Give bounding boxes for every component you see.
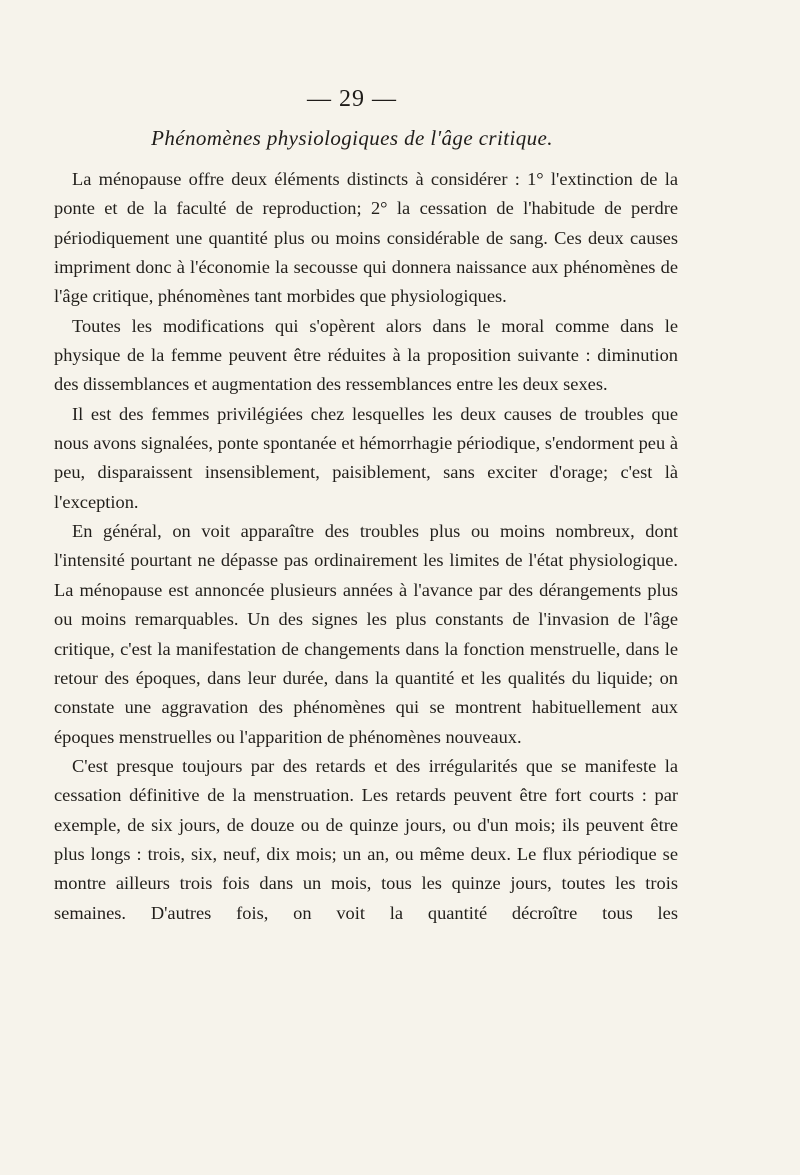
body-text	[54, 165, 678, 928]
paragraph-5: C'est presque toujours par des retards et des irrégularités que se manifeste la cessation définitive de la menstruation. Les retards peuvent être fort courts : par exemple, de six jours, de douze ou de quinze jours, ou d'un mois; ils peuvent être plus longs : trois, six, neuf, dix mois; un an, ou même deux. Le flux périodique se montre ailleurs trois fois dans un mois, tous les quinze jours, toutes les trois semaines. D'autres fois, on voit la quantité décroître tous les	[54, 755, 678, 923]
paragraph-3: Il est des femmes privilégiées chez lesquelles les deux causes de troubles que nous avons signalées, ponte spontanée et hémorrhagie périodique, s'endorment peu à peu, disparaissent insensiblement, paisiblement, sans exciter d'orage; c'est là l'exception.	[54, 403, 678, 512]
paragraph-2: Toutes les modifications qui s'opèrent alors dans le moral comme dans le physique de la femme peuvent être réduites à la proposition suivante : diminution des dissemblances et augmentation des ressemblances entre les deux sexes.	[54, 315, 678, 395]
paragraph-4: En général, on voit apparaître des troubles plus ou moins nombreux, dont l'intensité pourtant ne dépasse pas ordinairement les limites de l'état physiologique. La ménopause est annoncée plusieurs années à l'avance par des dérangements plus ou moins remarquables. Un des signes les plus constants de l'invasion de l'âge critique, c'est la manifestation de changements dans la fonction menstruelle, dans le retour des époques, dans leur durée, dans la quantité et les qualités du liquide; on constate une aggravation des phénomènes qui se montrent habituellement aux époques menstruelles ou l'apparition de phénomènes nouveaux.	[54, 521, 678, 747]
page-number: — 29 —	[307, 86, 397, 112]
section-title: Phénomènes physiologiques de l'âge critique.	[151, 126, 553, 150]
paragraph-1: La ménopause offre deux éléments distincts à considérer : 1° l'extinction de la ponte et de la faculté de reproduction; 2° la cessation de l'habitude de perdre périodiquement une quantité plus ou moins considérable de sang. Ces deux causes impriment donc à l'économie la secousse qui donnera naissance aux phénomènes de l'âge critique, phénomènes tant morbides que physiologiques.	[54, 169, 678, 307]
